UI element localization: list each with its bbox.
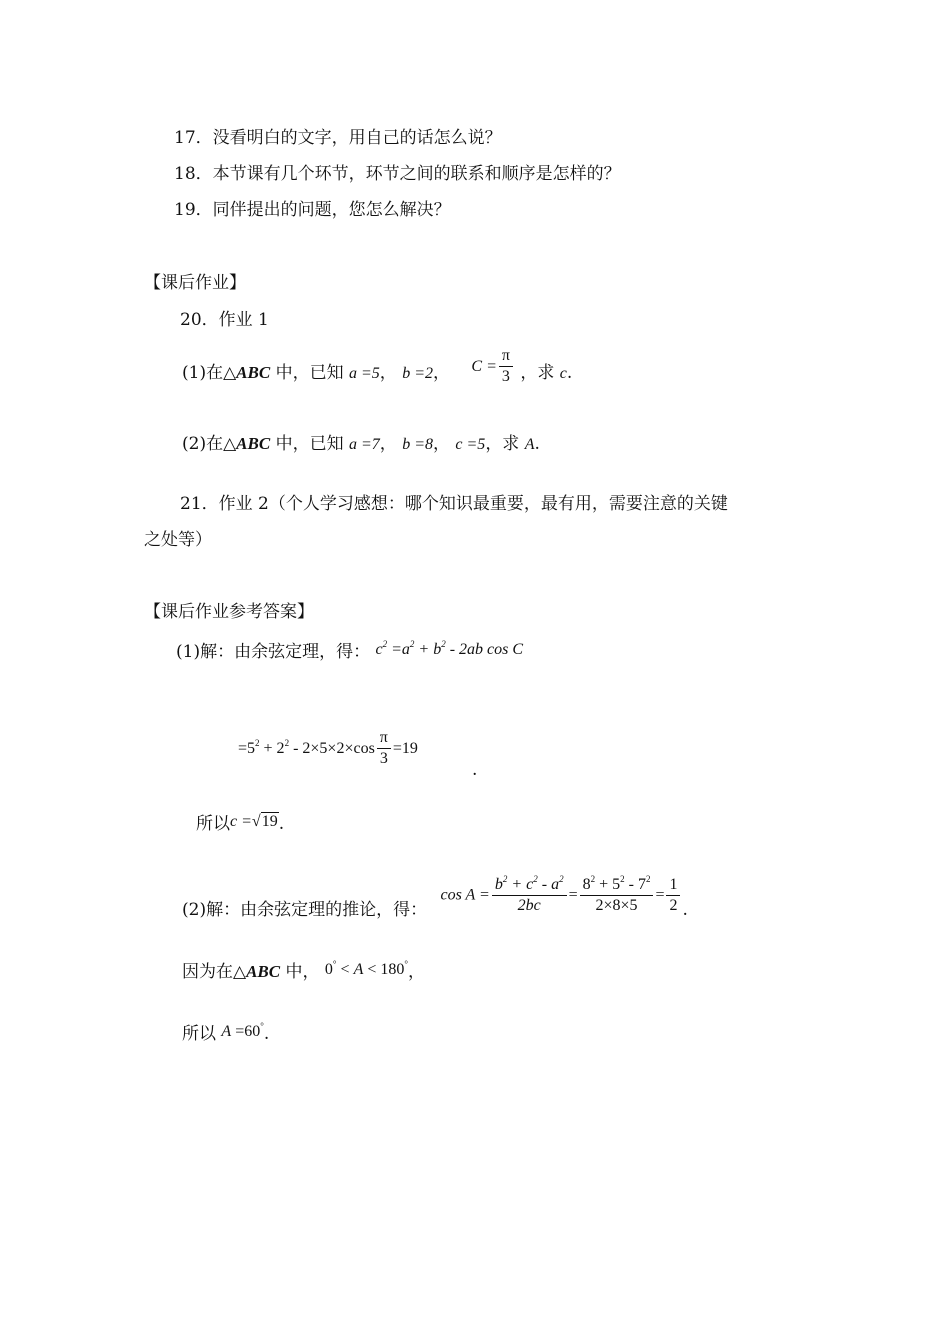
question-text: 没看明白的文字，用自己的话怎么说？ — [212, 128, 502, 148]
answers-heading: 【课后作业参考答案】 — [144, 602, 314, 622]
question-number: 19． — [174, 200, 213, 220]
angle-result: A =60° — [221, 1021, 264, 1040]
question-17 — [174, 128, 502, 148]
solution-1-result: 所以c =√19. — [196, 813, 285, 834]
fraction-cos-numeric: $\frac{8^2 + 5^2 - 7^2}{2\times 8\times 5}$ — [580, 874, 654, 916]
fraction-one-half: $\frac{1}{2}$ — [666, 875, 680, 916]
law-of-cosines-formula: $c^2 =a^2 + b^2 - 2ab$ cos C — [375, 639, 524, 658]
square-root: √19 — [251, 813, 278, 830]
homework-heading: 【课后作业】 — [144, 273, 246, 293]
angle-range: 0° < A < 180° — [324, 959, 408, 978]
question-19 — [174, 200, 451, 220]
fraction-pi-over-3: $\frac{\pi}{3}$ — [377, 728, 391, 769]
given-a: a =7 — [349, 436, 380, 453]
homework-item-21: 21．作业 2（个人学习感想：哪个知识最重要，最有用，需要注意的关键 — [180, 494, 728, 514]
question-text: 同伴提出的问题，您怎么解决？ — [212, 200, 451, 220]
problem-1: (1)在△ABC 中，已知 a =5， b =2， C = $\frac{\pi}{3}$ ，求 c. — [182, 347, 573, 385]
problem-2: (2)在△ABC 中，已知 a =7， b =8， c =5，求 A. — [182, 434, 540, 454]
solution-1-calc: $=5^2 + 2^2 - 2\times 5\times 2\times\cos$ $\frac{\pi}{3}$ =19 — [238, 729, 418, 767]
solution-1-calc-dot: . — [472, 760, 478, 780]
question-number: 17． — [174, 128, 213, 148]
solution-2-range: 因为在△ABC 中， 0° < A < 180°， — [182, 959, 425, 982]
given-a: a =5 — [349, 365, 380, 383]
question-text: 本节课有几个环节，环节之间的联系和顺序是怎样的？ — [212, 164, 621, 184]
homework-item-21-cont: 之处等） — [144, 530, 212, 550]
given-c: c =5 — [455, 436, 486, 453]
fraction-cos-general: $\frac{b^2 + c^2 - a^2}{2bc}$ — [492, 874, 567, 916]
given-C: C = $\frac{\pi}{3}$ — [471, 346, 515, 387]
solution-2: (2)解：由余弦定理的推论，得： cos A = $\frac{b^2 + c^2 - a^2}{2bc}$ = $\frac{8^2 + 5^2 - 7^2}{2\times 8\times 5}$ = $\frac{1}{2}$ . — [182, 874, 688, 920]
cosine-formula: cos A = $\frac{b^2 + c^2 - a^2}{2bc}$ = $\frac{8^2 + 5^2 - 7^2}{2\times 8\times 5}$ = $\frac{1}{2}$ — [441, 874, 683, 916]
given-b: b =8 — [402, 436, 433, 453]
given-b: b =2 — [402, 365, 433, 383]
question-18 — [174, 164, 621, 184]
homework-item-20: 20．作业 1 — [180, 310, 269, 330]
solution-2-result: 所以 A =60°. — [182, 1021, 270, 1044]
fraction-pi-over-3: $\frac{\pi}{3}$ — [499, 346, 513, 387]
question-number: 18． — [174, 164, 213, 184]
solution-1-intro: (1)解：由余弦定理，得： $c^2 =a^2 + b^2 - 2ab$ cos C — [176, 639, 524, 662]
